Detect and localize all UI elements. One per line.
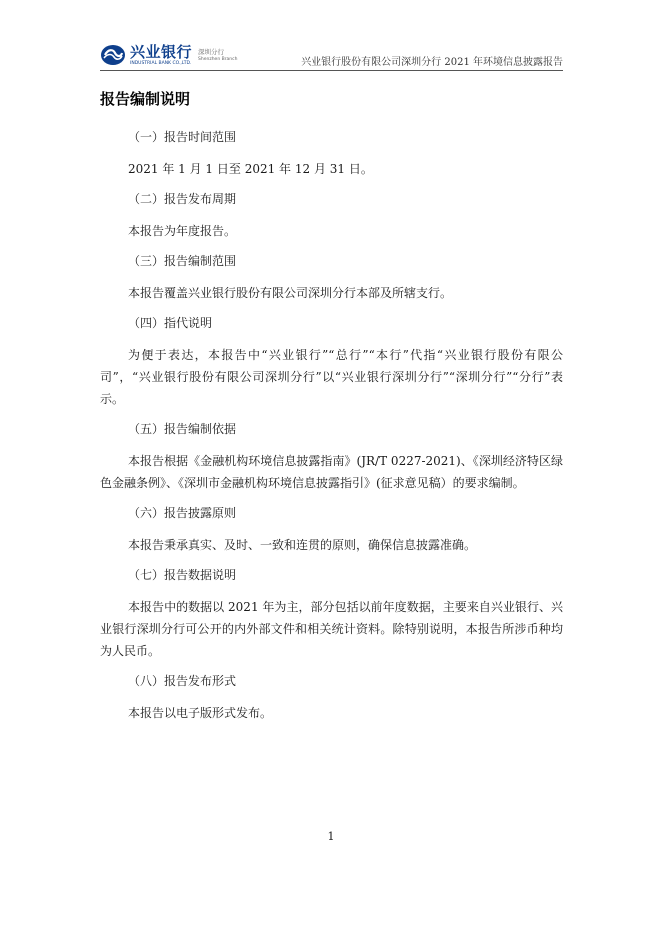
section-heading: （六）报告披露原则 — [128, 506, 237, 520]
section-heading: （四）指代说明 — [128, 316, 213, 330]
header-divider — [100, 70, 563, 71]
section-body: 本报告中的数据以 2021 年为主，部分包括以前年度数据，主要来自兴业银行、兴业银行深圳分行可公开的内外部文件和相关统计资料。除特别说明，本报告所涉币种均为人民币。 — [100, 600, 563, 658]
bank-logo-text — [130, 44, 192, 67]
section-heading: （二）报告发布周期 — [128, 192, 237, 206]
page-header — [100, 40, 563, 70]
section-heading: （七）报告数据说明 — [128, 568, 237, 582]
section-heading: （八）报告发布形式 — [128, 674, 237, 688]
section-body: 本报告为年度报告。 — [128, 224, 237, 238]
section-heading: （五）报告编制依据 — [128, 422, 237, 436]
section-heading: （一）报告时间范围 — [128, 130, 237, 144]
section-heading: （三）报告编制范围 — [128, 254, 237, 268]
section-body: 本报告根据《金融机构环境信息披露指南》(JR/T 0227-2021)、《深圳经济特区绿色金融条例》、《深圳市金融机构环境信息披露指引》(征求意见稿）的要求编制。 — [100, 454, 563, 490]
page-number: 1 — [327, 830, 335, 843]
document-title: 报告编制说明 — [100, 90, 191, 108]
section-body: 2021 年 1 月 1 日至 2021 年 12 月 31 日。 — [128, 162, 373, 176]
running-header-title: 兴业银行股份有限公司深圳分行 2021 年环境信息披露报告 — [301, 57, 563, 68]
bank-logo — [100, 40, 237, 70]
branch-label-cn: 深圳分行 — [198, 47, 225, 56]
bank-logo-icon — [100, 43, 126, 67]
report-sections — [100, 127, 563, 733]
section-body: 本报告以电子版形式发布。 — [128, 706, 273, 720]
bank-logo-name: 兴业银行 — [130, 42, 193, 61]
section-body: 本报告秉承真实、及时、一致和连贯的原则，确保信息披露准确。 — [128, 538, 477, 552]
branch-label-en: Shenzhen Branch — [198, 56, 238, 62]
section-body: 为便于表达，本报告中“兴业银行”“总行”“本行”代指“兴业银行股份有限公司”，“兴业银行股份有限公司深圳分行”以“兴业银行深圳分行”“深圳分行”“分行”表示。 — [100, 348, 563, 406]
bank-logo-english-name: INDUSTRIAL BANK CO.,LTD. — [130, 60, 192, 66]
branch-label — [198, 48, 237, 63]
section-body: 本报告覆盖兴业银行股份有限公司深圳分行本部及所辖支行。 — [128, 286, 453, 300]
